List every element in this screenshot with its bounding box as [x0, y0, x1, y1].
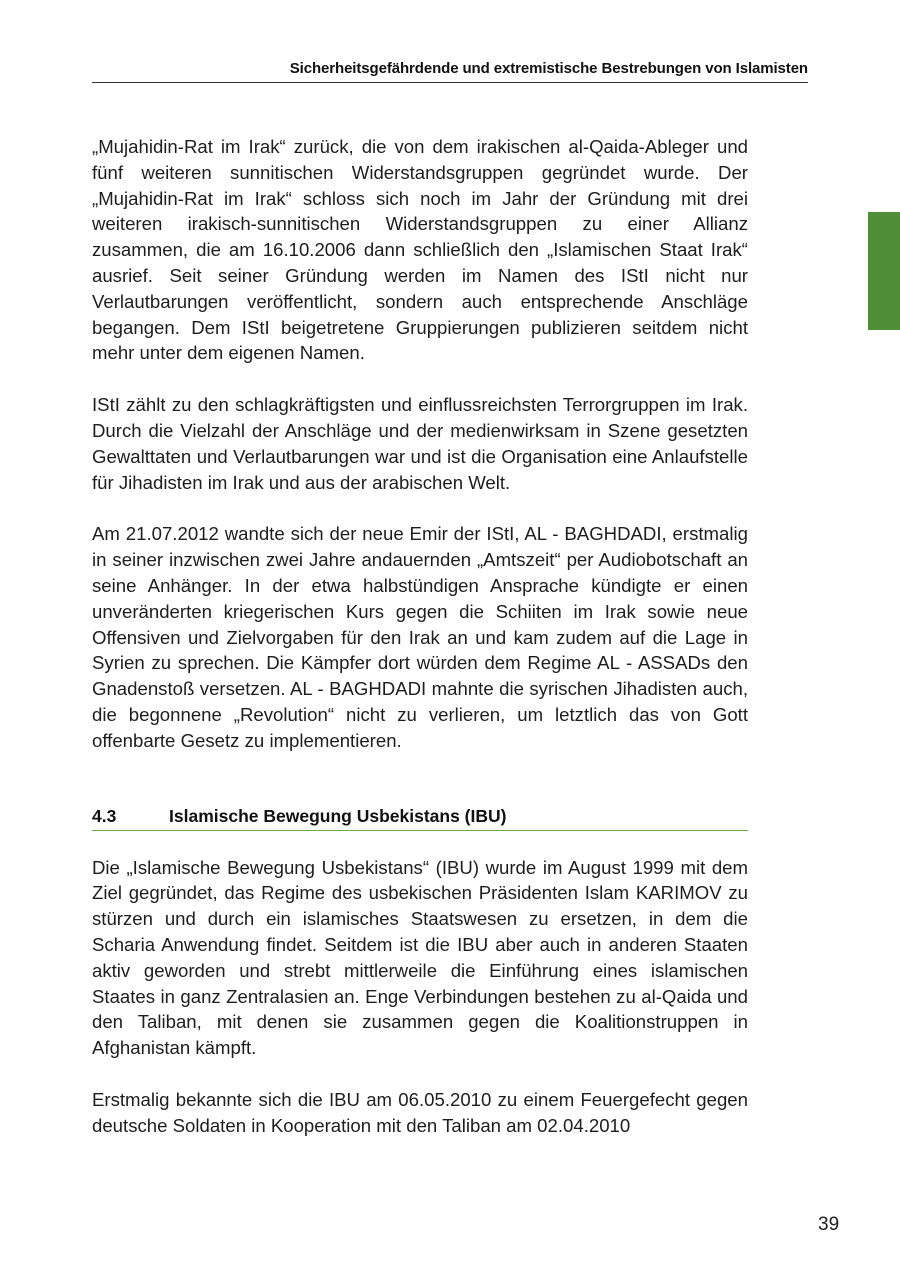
running-header: Sicherheitsgefährdende und extremistische Bestrebungen von Islamisten — [92, 60, 808, 83]
paragraph: Die „Islamische Bewegung Usbekistans“ (IBU) wurde im August 1999 mit dem Ziel gegründet, das Regime des usbekischen Präsidenten Islam KARIMOV zu stürzen und durch ein islamisches Staatswesen zu ersetzen, in dem die Scharia Anwendung findet. Seitdem ist die IBU aber auch in anderen Staaten aktiv geworden und strebt mittlerweile die Einführung eines islamischen Staates in ganz Zentralasien an. Enge Verbindungen bestehen zu al-Qaida und den Taliban, mit denen sie zusammen gegen die Koalitionstruppen in Afghanistan kämpft. — [92, 856, 748, 1059]
paragraph: IStI zählt zu den schlagkräftigsten und einflussreichsten Terrorgruppen im Irak. Durch die Vielzahl der Anschläge und der medienwirksam in Szene gesetzten Gewalttaten und Verlautbarungen war und ist die Organisation eine Anlaufstelle für Jihadisten im Irak und aus der arabischen Welt. — [92, 394, 748, 493]
section-number: 4.3 — [92, 805, 117, 826]
main-content — [92, 134, 748, 1139]
paragraph: „Mujahidin-Rat im Irak“ zurück, die von dem irakischen al-Qaida-Ableger und fünf weiteren sunnitischen Widerstandsgruppen gegründet wurde. Der „Mujahidin-Rat im Irak“ schloss sich noch im Jahr der Gründung mit drei weiteren irakisch-sunnitischen Widerstandsgruppen zu einer Allianz zusammen, die am 16.10.2006 dann schließlich den „Islamischen Staat Irak“ ausrief. Seit seiner Gründung werden im Namen des IStI nicht nur Verlautbarungen veröffentlicht, sondern auch entsprechende Anschläge begangen. Dem IStI beigetretene Gruppierungen publizieren seitdem nicht mehr unter dem eigenen Namen. — [92, 136, 748, 364]
chapter-tab-marker — [868, 212, 900, 330]
paragraph: Erstmalig bekannte sich die IBU am 06.05.2010 zu einem Feuergefecht gegen deutsche Soldaten in Kooperation mit den Taliban am 02.04.2010 — [92, 1088, 748, 1136]
paragraph: Am 21.07.2012 wandte sich der neue Emir der IStI, AL - BAGHDADI, erstmalig in seiner inzwischen zwei Jahre andauernden „Amtszeit“ per Audiobotschaft an seine Anhänger. In der etwa halbstündigen Ansprache kündigte er einen unveränderten kriegerischen Kurs gegen die Schiiten im Irak sowie neue Offensiven und Zielvorgaben für den Irak an und kam zudem auf die Lage in Syrien zu sprechen. Die Kämpfer dort würden dem Regime AL - ASSADs den Gnadenstoß versetzen. AL - BAGHDADI mahnte die syrischen Jihadisten auch, die begonnene „Revolution“ nicht zu verlieren, um letztlich das von Gott offenbarte Gesetz zu implementieren. — [92, 523, 748, 751]
page-number: 39 — [818, 1214, 840, 1235]
section-title: Islamische Bewegung Usbekistans (IBU) — [169, 805, 507, 826]
section-heading — [92, 806, 748, 831]
